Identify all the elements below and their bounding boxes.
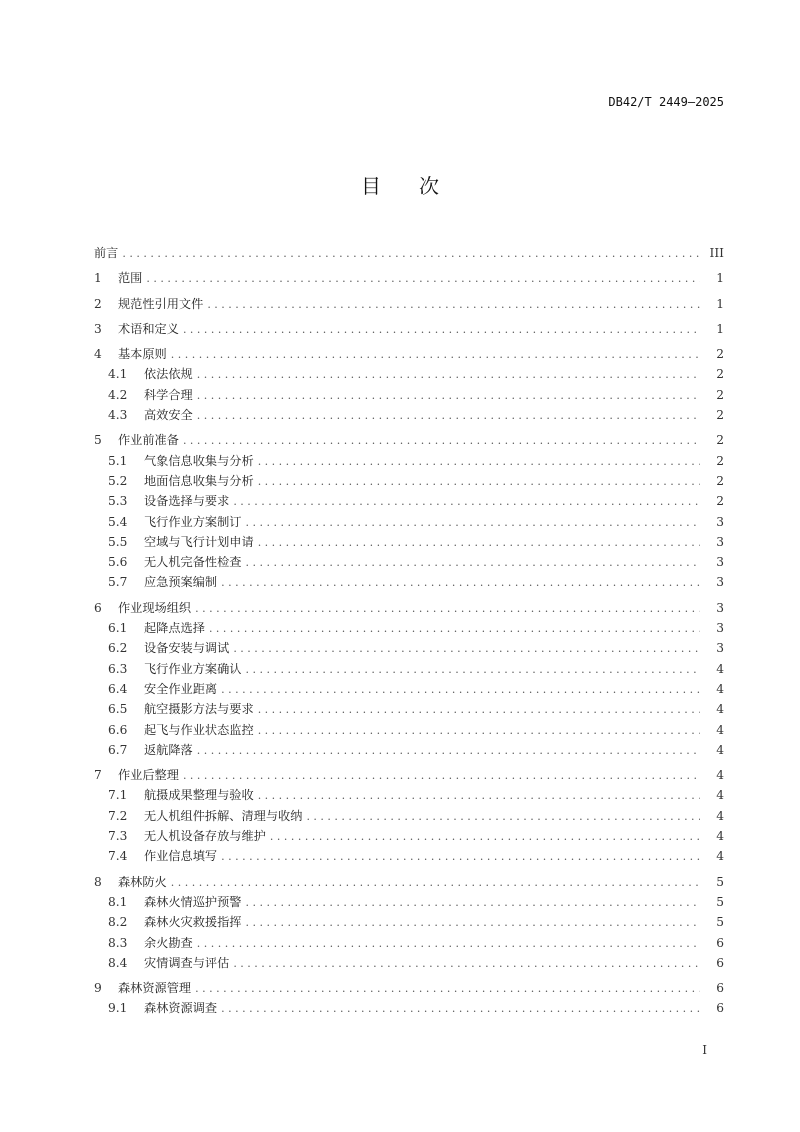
toc-entry-page: 2 <box>716 473 724 488</box>
toc-chapter-entry[interactable] <box>94 872 724 892</box>
toc-entry-page: 2 <box>716 387 724 402</box>
toc-entry-page: 4 <box>716 702 724 717</box>
toc-section-entry[interactable] <box>94 846 724 866</box>
dot-leader <box>197 406 700 426</box>
toc-entry-label: 无人机组件拆解、清理与收纳 <box>144 808 303 823</box>
toc-entry-page: 4 <box>716 808 724 823</box>
toc-entry-number: 5.3 <box>108 494 128 509</box>
toc-entry-page: 5 <box>716 894 724 909</box>
dot-leader <box>197 741 700 761</box>
toc-entry-page: 1 <box>716 296 724 311</box>
toc-entry-page: 2 <box>716 408 724 423</box>
toc-entry-number: 8.1 <box>108 894 128 909</box>
toc-entry-number: 6.7 <box>108 742 128 757</box>
toc-entry-number: 4.3 <box>108 408 128 423</box>
toc-chapter-entry[interactable] <box>94 268 724 288</box>
toc-entry-label: 森林资源管理 <box>118 981 192 996</box>
toc-section-entry[interactable] <box>94 740 724 760</box>
toc-entry-number: 1 <box>94 271 102 286</box>
toc-entry-label: 范围 <box>118 271 143 286</box>
toc-entry-number: 5.2 <box>108 473 128 488</box>
toc-chapter-entry[interactable] <box>94 978 724 998</box>
toc-entry-label: 前言 <box>94 246 119 260</box>
toc-entry-page: 3 <box>716 575 724 590</box>
toc-entry-number: 6.4 <box>108 681 128 696</box>
toc-entry-page: 2 <box>716 453 724 468</box>
toc-entry-page: 6 <box>716 981 724 996</box>
toc-entry-label: 气象信息收集与分析 <box>144 453 254 468</box>
toc-entry-label: 飞行作业方案制订 <box>144 514 242 529</box>
dot-leader <box>221 680 700 700</box>
toc-section-entry[interactable] <box>94 405 724 425</box>
dot-leader <box>183 766 700 786</box>
dot-leader <box>195 979 700 999</box>
toc-entry-page: 4 <box>716 768 724 783</box>
toc-entry-page: 3 <box>716 555 724 570</box>
toc-entry-number: 4.1 <box>108 367 128 382</box>
toc-chapter-entry[interactable] <box>94 294 724 314</box>
toc-entry-number: 5.7 <box>108 575 128 590</box>
toc-entry-label: 森林防火 <box>118 874 167 889</box>
toc-entry-label: 航空摄影方法与要求 <box>144 702 254 717</box>
toc-section-entry[interactable] <box>94 451 724 471</box>
dot-leader <box>270 827 700 847</box>
dot-leader <box>146 269 700 289</box>
toc-entry-label: 安全作业距离 <box>144 681 218 696</box>
toc-entry-label: 基本原则 <box>118 347 167 362</box>
toc-entry-label: 空域与飞行计划申请 <box>144 534 254 549</box>
toc-section-entry[interactable] <box>94 638 724 658</box>
toc-section-entry[interactable] <box>94 512 724 532</box>
dot-leader <box>195 599 700 619</box>
toc-entry-page: 2 <box>716 367 724 382</box>
toc-entry-label: 灾情调查与评估 <box>144 955 230 970</box>
dot-leader <box>221 999 700 1019</box>
toc-entry-number: 6.5 <box>108 702 128 717</box>
toc-entry-page: 4 <box>716 829 724 844</box>
dot-leader <box>246 513 701 533</box>
toc-entry-label: 无人机完备性检查 <box>144 555 242 570</box>
toc-entry-label: 森林资源调查 <box>144 1001 218 1016</box>
toc-section-entry[interactable] <box>94 572 724 592</box>
toc-entry-label: 设备安装与调试 <box>144 641 230 656</box>
toc-section-entry[interactable] <box>94 471 724 491</box>
toc-section-entry[interactable] <box>94 491 724 511</box>
dot-leader <box>246 893 701 913</box>
toc-entry-page: 6 <box>716 955 724 970</box>
toc-section-entry[interactable] <box>94 933 724 953</box>
toc-section-entry[interactable] <box>94 806 724 826</box>
toc-entry-label: 作业前准备 <box>118 433 179 448</box>
toc-section-entry[interactable] <box>94 720 724 740</box>
toc-entry-page: 2 <box>716 494 724 509</box>
toc-entry-number: 4 <box>94 347 102 362</box>
toc-entry-label: 高效安全 <box>144 408 193 423</box>
toc-entry-page: 3 <box>716 621 724 636</box>
toc-section-entry[interactable] <box>94 953 724 973</box>
toc-entry-number: 6.6 <box>108 722 128 737</box>
toc-section-entry[interactable] <box>94 532 724 552</box>
toc-entry-page: 6 <box>716 1001 724 1016</box>
toc-entry-number: 5.1 <box>108 453 128 468</box>
toc-entry-page: 3 <box>716 514 724 529</box>
toc-entry-number: 5.5 <box>108 534 128 549</box>
toc-entry-label: 飞行作业方案确认 <box>144 661 242 676</box>
toc-entry-label: 依法依规 <box>144 367 193 382</box>
toc-entry-number: 8.3 <box>108 935 128 950</box>
page-number: I <box>702 1043 707 1057</box>
dot-leader <box>258 786 700 806</box>
toc-entry-label: 返航降落 <box>144 742 193 757</box>
toc-chapter-entry[interactable] <box>94 430 724 450</box>
dot-leader <box>258 700 700 720</box>
dot-leader <box>183 320 700 340</box>
toc-entry-number: 5 <box>94 433 102 448</box>
dot-leader <box>171 873 700 893</box>
dot-leader <box>246 660 701 680</box>
toc-section-entry[interactable] <box>94 785 724 805</box>
toc-entry-page: 4 <box>716 722 724 737</box>
toc-entry-page: 2 <box>716 347 724 362</box>
toc-chapter-entry[interactable] <box>94 243 724 263</box>
toc-entry-number: 5.6 <box>108 555 128 570</box>
toc-entry-page: 2 <box>716 433 724 448</box>
toc-entry-page: 4 <box>716 849 724 864</box>
toc-entry-number: 8.2 <box>108 915 128 930</box>
toc-entry-label: 余火勘查 <box>144 935 193 950</box>
toc-entry-number: 7.2 <box>108 808 128 823</box>
toc-entry-number: 6.1 <box>108 621 128 636</box>
page-title: 目次 <box>361 174 477 198</box>
dot-leader <box>258 472 700 492</box>
toc-entry-label: 森林火情巡护预警 <box>144 894 242 909</box>
toc-entry-number: 6.3 <box>108 661 128 676</box>
toc-section-entry[interactable] <box>94 998 724 1018</box>
toc-entry-number: 2 <box>94 296 102 311</box>
toc-entry-number: 8 <box>94 874 102 889</box>
toc-entry-label: 起降点选择 <box>144 621 205 636</box>
dot-leader <box>197 365 700 385</box>
dot-leader <box>221 847 700 867</box>
dot-leader <box>122 244 700 264</box>
dot-leader <box>197 386 700 406</box>
toc-chapter-entry[interactable] <box>94 319 724 339</box>
toc-section-entry[interactable] <box>94 659 724 679</box>
dot-leader <box>233 492 700 512</box>
toc-entry-page: 5 <box>716 874 724 889</box>
toc-entry-label: 应急预案编制 <box>144 575 218 590</box>
toc-section-entry[interactable] <box>94 826 724 846</box>
toc-section-entry[interactable] <box>94 552 724 572</box>
toc-entry-page: 4 <box>716 788 724 803</box>
toc-chapter-entry[interactable] <box>94 344 724 364</box>
toc-section-entry[interactable] <box>94 699 724 719</box>
toc-entry-number: 5.4 <box>108 514 128 529</box>
toc-entry-number: 7.4 <box>108 849 128 864</box>
toc-entry-label: 起飞与作业状态监控 <box>144 722 254 737</box>
dot-leader <box>221 573 700 593</box>
toc-entry-label: 地面信息收集与分析 <box>144 473 254 488</box>
toc-entry-label: 规范性引用文件 <box>118 296 204 311</box>
document-code: DB42/T 2449—2025 <box>608 95 724 109</box>
toc-entry-label: 科学合理 <box>144 387 193 402</box>
toc-entry-number: 9.1 <box>108 1001 128 1016</box>
dot-leader <box>233 639 700 659</box>
toc-entry-label: 作业后整理 <box>118 768 179 783</box>
toc-entry-number: 6.2 <box>108 641 128 656</box>
dot-leader <box>209 619 700 639</box>
toc-entry-number: 8.4 <box>108 955 128 970</box>
dot-leader <box>246 553 701 573</box>
dot-leader <box>306 807 700 827</box>
toc-entry-label: 设备选择与要求 <box>144 494 230 509</box>
toc-entry-label: 术语和定义 <box>118 321 179 336</box>
toc-entry-number: 7.1 <box>108 788 128 803</box>
toc-entry-number: 7.3 <box>108 829 128 844</box>
dot-leader <box>233 954 700 974</box>
dot-leader <box>258 452 700 472</box>
toc-entry-number: 7 <box>94 768 102 783</box>
toc-entry-number: 6 <box>94 600 102 615</box>
toc-entry-label: 无人机设备存放与维护 <box>144 829 266 844</box>
dot-leader <box>207 295 700 315</box>
toc-entry-page: 3 <box>716 534 724 549</box>
toc-entry-page: 4 <box>716 661 724 676</box>
dot-leader <box>258 533 700 553</box>
toc-entry-page: 4 <box>716 681 724 696</box>
toc-section-entry[interactable] <box>94 618 724 638</box>
toc-section-entry[interactable] <box>94 385 724 405</box>
toc-entry-page: III <box>709 246 724 260</box>
toc-entry-number: 4.2 <box>108 387 128 402</box>
toc-entry-label: 作业信息填写 <box>144 849 218 864</box>
toc-section-entry[interactable] <box>94 364 724 384</box>
toc-entry-page: 4 <box>716 742 724 757</box>
toc-entry-page: 1 <box>716 271 724 286</box>
toc-entry-page: 3 <box>716 600 724 615</box>
toc-entry-page: 1 <box>716 321 724 336</box>
toc-entry-page: 6 <box>716 935 724 950</box>
toc-section-entry[interactable] <box>94 892 724 912</box>
toc-section-entry[interactable] <box>94 912 724 932</box>
toc-chapter-entry[interactable] <box>94 765 724 785</box>
toc-entry-label: 航摄成果整理与验收 <box>144 788 254 803</box>
toc-entry-page: 5 <box>716 915 724 930</box>
toc-entry-label: 作业现场组织 <box>118 600 192 615</box>
toc-chapter-entry[interactable] <box>94 598 724 618</box>
toc-entry-page: 3 <box>716 641 724 656</box>
toc-entry-number: 3 <box>94 321 102 336</box>
dot-leader <box>171 345 700 365</box>
table-of-contents <box>94 243 724 1019</box>
dot-leader <box>183 431 700 451</box>
toc-section-entry[interactable] <box>94 679 724 699</box>
dot-leader <box>197 934 700 954</box>
dot-leader <box>246 913 701 933</box>
toc-entry-number: 9 <box>94 981 102 996</box>
dot-leader <box>258 721 700 741</box>
toc-entry-label: 森林火灾救援指挥 <box>144 915 242 930</box>
